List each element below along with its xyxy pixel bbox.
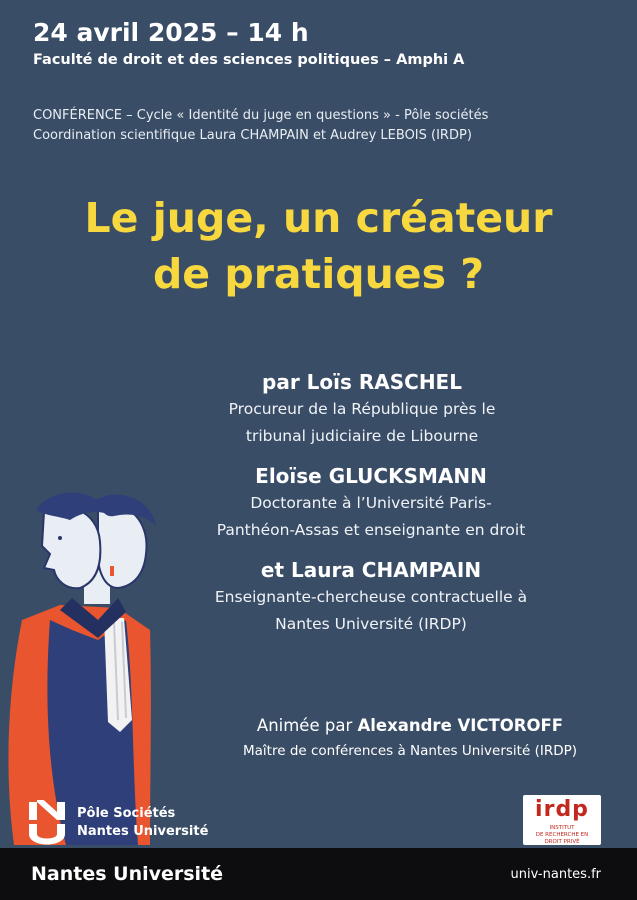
irdp-sub-line-2: DE RECHERCHE EN DROIT PRIVÉ: [535, 832, 589, 845]
moderator-block: [190, 712, 630, 762]
title-line-2: de pratiques ?: [152, 250, 485, 298]
event-date: 24 avril 2025 – 14 h: [33, 18, 309, 47]
head-back: [98, 504, 147, 588]
moderator-role: Maître de conférences à Nantes Université (IRDP): [243, 743, 577, 759]
moderator-line: [190, 712, 630, 740]
coordination-line: Coordination scientifique Laura CHAMPAIN et Audrey LEBOIS (IRDP): [33, 128, 472, 143]
poster-title: [0, 190, 637, 302]
irdp-mark: irdp: [535, 797, 589, 822]
speaker-name: et Laura CHAMPAIN: [260, 558, 482, 582]
speaker-raschel: [92, 368, 632, 450]
judge-illustration: [0, 470, 200, 850]
footer-brand: Nantes Université: [31, 863, 224, 885]
moderator-name: Alexandre VICTOROFF: [357, 716, 564, 735]
event-venue: Faculté de droit et des sciences politiques – Amphi A: [33, 52, 465, 68]
speaker-role: Panthéon-Assas et enseignante en droit: [216, 521, 526, 539]
pole-text: [77, 805, 208, 841]
irdp-sub-line-1: INSTITUT: [549, 825, 575, 831]
speaker-name: Eloïse GLUCKSMANN: [255, 464, 487, 488]
speaker-role: tribunal judiciaire de Libourne: [245, 427, 479, 445]
footer-url[interactable]: univ-nantes.fr: [510, 866, 601, 882]
irdp-subtitle: [527, 825, 597, 846]
footer-bar: [0, 848, 637, 900]
conference-line: CONFÉRENCE – Cycle « Identité du juge en questions » - Pôle sociétés: [33, 108, 489, 123]
title-line-1: Le juge, un créateur: [84, 194, 553, 242]
nantes-universite-logo-icon: [27, 800, 67, 846]
pole-line-2: Nantes Université: [77, 824, 209, 839]
speaker-role: Enseignante-chercheuse contractuelle à: [214, 588, 528, 606]
speaker-role: Procureur de la République près le: [228, 400, 496, 418]
pole-line-1: Pôle Sociétés: [77, 806, 176, 821]
conference-info: [33, 106, 488, 146]
irdp-logo: [523, 795, 601, 845]
moderator-prefix: Animée par: [256, 716, 358, 735]
head-front: [42, 507, 100, 588]
speaker-role: Doctorante à l’Université Paris-: [250, 494, 492, 512]
speaker-name: par Loïs RASCHEL: [262, 370, 462, 394]
pole-societes-logo: [27, 800, 208, 846]
speaker-role: Nantes Université (IRDP): [275, 615, 467, 633]
